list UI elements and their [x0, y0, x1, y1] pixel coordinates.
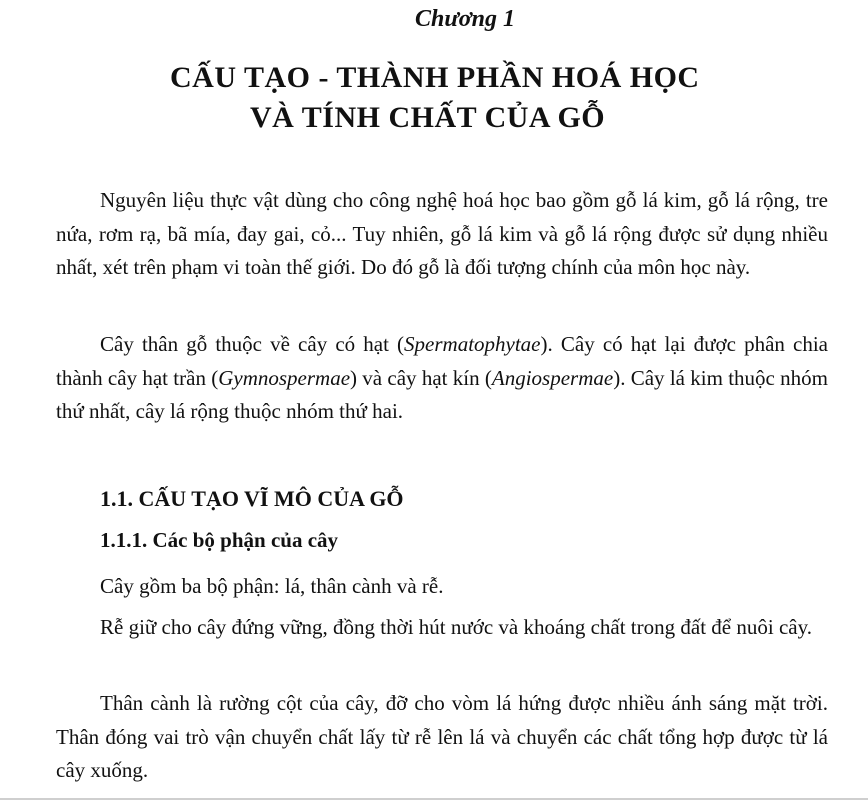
- intro-paragraph-2: [56, 328, 828, 429]
- text-segment: Cây thân gỗ thuộc về cây có hạt (: [100, 332, 405, 356]
- paragraph-text: Rễ giữ cho cây đứng vững, đồng thời hút nước và khoáng chất trong đất để nuôi cây.: [100, 615, 812, 639]
- latin-term-angiospermae: Angiospermae: [491, 365, 614, 390]
- chapter-label: Chương 1: [415, 6, 515, 32]
- text-segment: ). Cây lá kim thuộc nhóm thứ nhất, cây lá rộng thuộc nhóm thứ hai.: [56, 365, 828, 423]
- paragraph-text: [56, 328, 828, 429]
- section-paragraph-1: [56, 570, 828, 604]
- intro-paragraph-1: [56, 184, 828, 285]
- text-segment: ). Cây có hạt lại được phân chia thành cây hạt trần (: [56, 332, 828, 390]
- latin-term-gymnospermae: Gymnospermae: [218, 365, 351, 390]
- chapter-title-line-2: VÀ TÍNH CHẤT CỦA GỖ: [250, 101, 606, 134]
- page-bottom-edge: [0, 798, 868, 800]
- paragraph-text: Cây gồm ba bộ phận: lá, thân cành và rễ.: [100, 574, 444, 598]
- section-paragraph-2: [56, 611, 828, 645]
- text-segment: ) và cây hạt kín (: [350, 365, 492, 390]
- section-paragraph-3: [56, 687, 828, 788]
- paragraph-text: Thân cành là rường cột của cây, đỡ cho vòm lá hứng được nhiều ánh sáng mặt trời. Thân đóng vai trò vận chuyển chất lấy từ rễ lên lá và chuyển các chất tổng hợp được từ lá cây xuống.: [56, 691, 828, 782]
- chapter-title-line-1: CẤU TẠO - THÀNH PHẦN HOÁ HỌC: [170, 61, 700, 94]
- subsection-heading: 1.1.1. Các bộ phận của cây: [100, 528, 339, 552]
- section-heading: 1.1. CẤU TẠO VĨ MÔ CỦA GỖ: [100, 486, 404, 511]
- paragraph-text: Nguyên liệu thực vật dùng cho công nghệ hoá học bao gồm gỗ lá kim, gỗ lá rộng, tre nứa, rơm rạ, bã mía, đay gai, cỏ... Tuy nhiên, gỗ lá kim và gỗ lá rộng được sử dụng nhiều nhất, xét trên phạm vi toàn thế giới. Do đó gỗ là đối tượng chính của môn học này.: [56, 188, 828, 279]
- latin-term-spermatophytae: Spermatophytae: [404, 332, 541, 356]
- chapter-title: [170, 58, 790, 138]
